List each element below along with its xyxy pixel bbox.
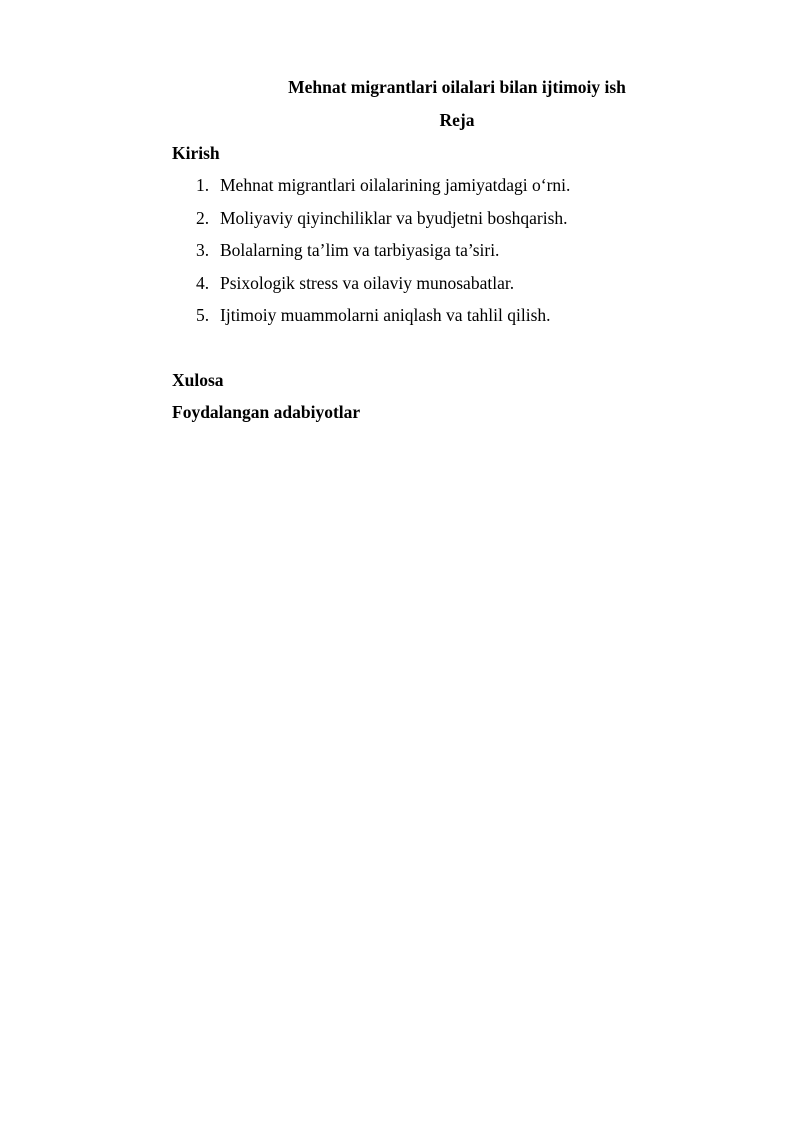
plan-item-text: Ijtimoiy muammolarni aniqlash va tahlil qilish. [220,305,551,326]
plan-item-text: Bolalarning ta’lim va tarbiyasiga ta’siri. [220,240,500,261]
plan-item-text: Mehnat migrantlari oilalarining jamiyatdagi o‘rni. [220,175,571,195]
plan-item-number: 2. [196,207,210,228]
references-heading: Foydalangan adabiyotlar [172,402,361,422]
plan-item-text: Moliyaviy qiyinchiliklar va byudjetni boshqarish. [220,207,568,228]
plan-item-number: 3. [196,240,210,261]
plan-item [196,239,570,272]
conclusion-heading: Xulosa [172,370,224,390]
document-title: Mehnat migrantlari oilalari bilan ijtimoiy ish [288,77,626,97]
plan-heading: Reja [439,110,475,130]
plan-item-number: 5. [196,305,210,326]
intro-heading: Kirish [172,143,220,163]
plan-item [196,174,570,207]
plan-item-number: 1. [196,175,210,195]
plan-item [196,304,570,337]
plan-item-number: 4. [196,272,210,293]
plan-item-text: Psixologik stress va oilaviy munosabatlar. [220,272,515,293]
plan-list [196,174,570,337]
plan-item [196,207,570,240]
plan-item [196,272,570,305]
